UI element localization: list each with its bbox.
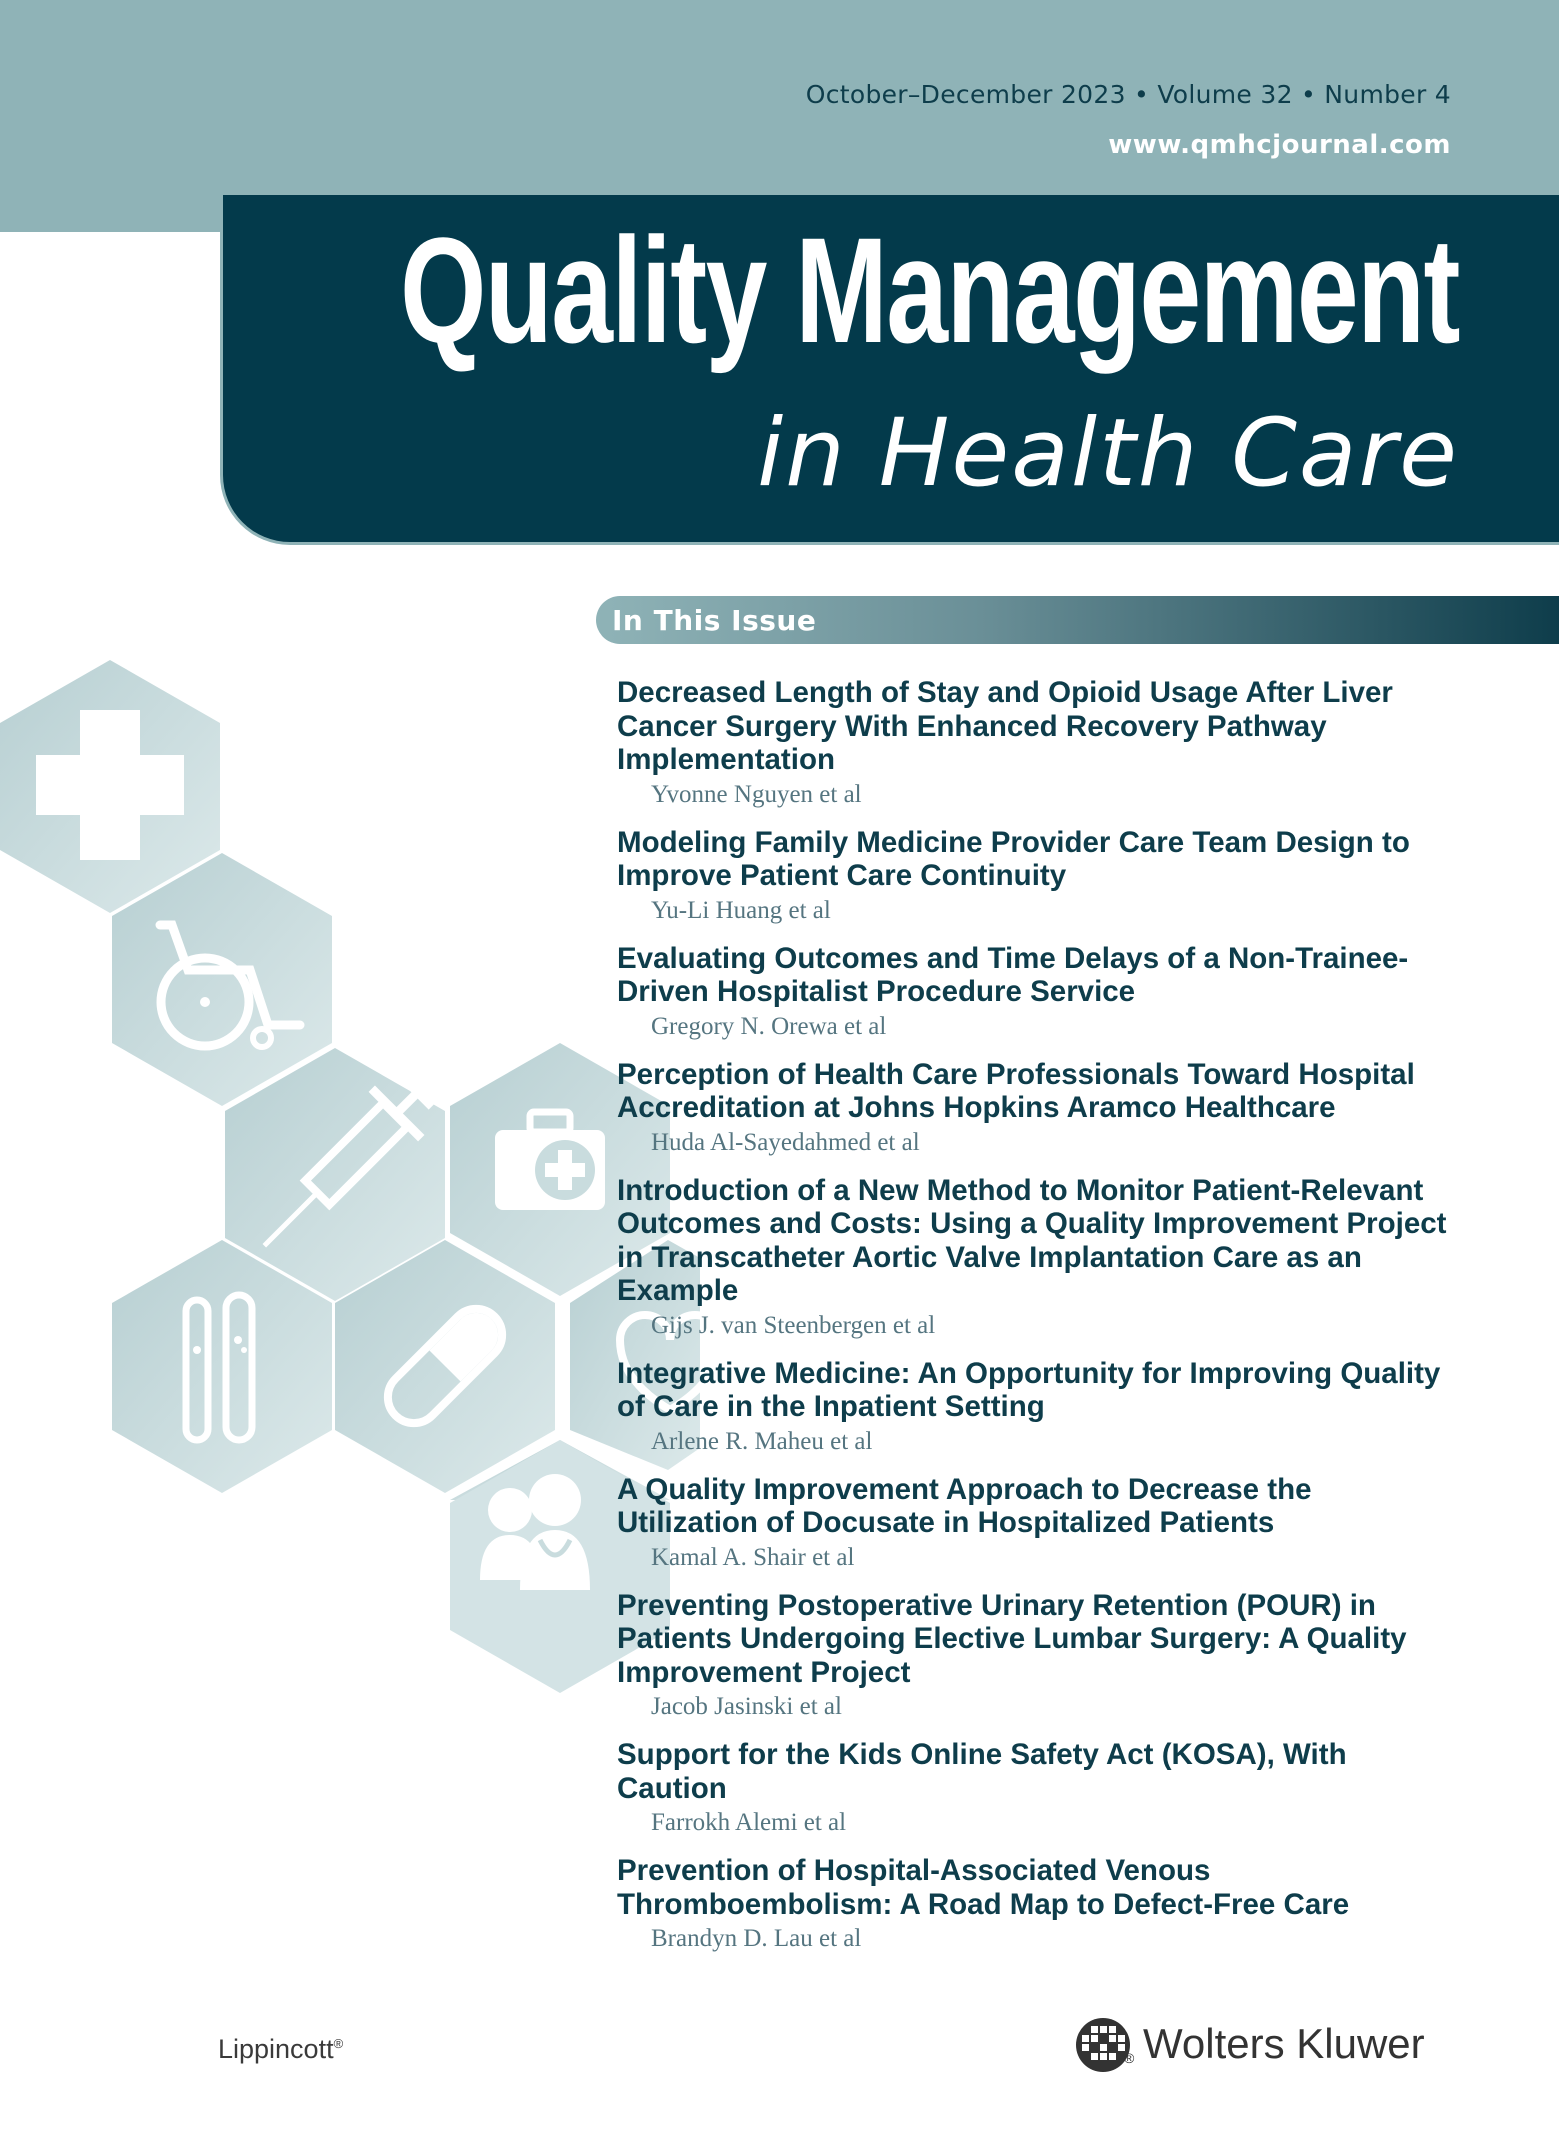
article-title[interactable]: Preventing Postoperative Urinary Retention (POUR) in Patients Undergoing Elective Lumbar Surgery: A Quality Improvement Project <box>617 1588 1407 1689</box>
journal-website[interactable]: www.qmhcjournal.com <box>1108 130 1451 160</box>
article-title[interactable]: Decreased Length of Stay and Opioid Usage After Liver Cancer Surgery With Enhanced Recovery Pathway Implementation <box>617 676 1393 776</box>
article-title[interactable]: Support for the Kids Online Safety Act (KOSA), With Caution <box>617 1738 1347 1805</box>
article-item[interactable] <box>617 1357 1457 1460</box>
article-item[interactable] <box>617 1473 1457 1576</box>
article-author: Gregory N. Orewa et al <box>651 1012 887 1040</box>
article-item[interactable] <box>617 1058 1457 1161</box>
article-author: Farrokh Alemi et al <box>651 1809 847 1836</box>
medical-icons-illustration <box>0 650 700 1500</box>
lippincott-name: Lippincott <box>218 2034 334 2064</box>
article-title[interactable]: Modeling Family Medicine Provider Care Team Design to Improve Patient Care Continuity <box>617 825 1410 892</box>
article-author: Kamal A. Shair et al <box>651 1543 855 1571</box>
article-item[interactable] <box>617 676 1457 813</box>
toc-heading-bar <box>596 596 1559 644</box>
article-title[interactable]: Prevention of Hospital-Associated Venous Thromboembolism: A Road Map to Defect-Free Care <box>617 1854 1350 1921</box>
journal-subtitle: in Health Care <box>757 399 1459 508</box>
article-title[interactable]: Introduction of a New Method to Monitor Patient-Relevant Outcomes and Costs: Using a Quality Improvement Project in Transcatheter Aortic Valve Implantation Care as an Example <box>617 1173 1447 1307</box>
article-item[interactable] <box>617 1854 1457 1957</box>
article-title[interactable]: Evaluating Outcomes and Time Delays of a Non-Trainee-Driven Hospitalist Procedure Service <box>617 941 1409 1008</box>
article-item[interactable] <box>617 1738 1457 1841</box>
article-author: Jacob Jasinski et al <box>651 1693 842 1720</box>
masthead <box>220 195 1559 545</box>
issue-info: October–December 2023 • Volume 32 • Number 4 <box>805 80 1451 109</box>
registered-mark: ® <box>333 2036 344 2051</box>
article-author: Brandyn D. Lau et al <box>651 1925 862 1952</box>
article-author: Yvonne Nguyen et al <box>651 780 862 808</box>
article-item[interactable] <box>617 942 1457 1045</box>
journal-title: Quality Management <box>400 206 1459 374</box>
article-title[interactable]: Perception of Health Care Professionals Toward Hospital Accreditation at Johns Hopkins Aramco Healthcare <box>617 1057 1415 1124</box>
article-item[interactable] <box>617 826 1457 929</box>
article-title[interactable]: Integrative Medicine: An Opportunity for Improving Quality of Care in the Inpatient Setting <box>617 1356 1441 1423</box>
wolters-kluwer-name: Wolters Kluwer <box>1143 2020 1425 2067</box>
article-author: Arlene R. Maheu et al <box>651 1427 873 1455</box>
article-title[interactable]: A Quality Improvement Approach to Decrease the Utilization of Docusate in Hospitalized Patients <box>617 1472 1312 1539</box>
article-item[interactable] <box>617 1589 1457 1726</box>
article-author: Huda Al-Sayedahmed et al <box>651 1128 920 1156</box>
toc-heading: In This Issue <box>612 604 817 637</box>
lippincott-logo <box>218 2034 343 2065</box>
article-author: Yu-Li Huang et al <box>651 896 831 924</box>
article-list <box>617 676 1457 1970</box>
registered-mark: ® <box>1124 2050 1135 2066</box>
article-author: Gijs J. van Steenbergen et al <box>651 1311 936 1339</box>
article-item[interactable] <box>617 1174 1457 1344</box>
